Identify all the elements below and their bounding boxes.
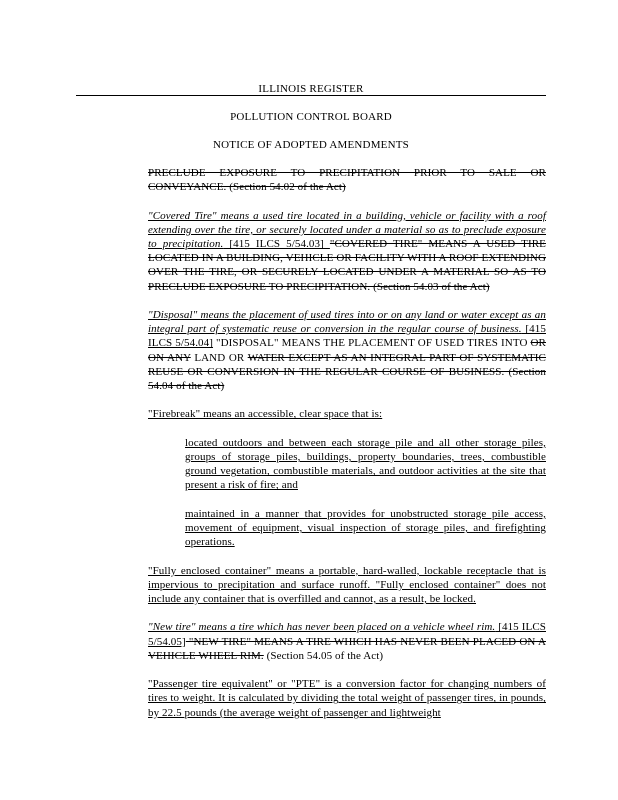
paragraph-preclude xyxy=(148,166,546,194)
deleted-text: WATER EXCEPT AS AN INTEGRAL PART OF SYSTEMATIC REUSE OR CONVERSION IN THE REGULAR COURSE OF BUSINESS. (Section 54.04 of the Act) xyxy=(148,351,546,393)
paragraph-firebreak-item-2 xyxy=(185,507,546,550)
inserted-citation: [415 ILCS 5/54.04] xyxy=(148,323,546,350)
register-title: ILLINOIS REGISTER xyxy=(258,83,364,95)
retained-text: "DISPOSAL" MEANS THE PLACEMENT OF USED TIRES INTO xyxy=(213,337,531,350)
inserted-definition: "Covered Tire" means a used tire located in a building, vehicle or facility with a roof extending over the tire, or securely located under a material so as to preclude exposure to precipitation. xyxy=(148,209,546,250)
paragraph-disposal xyxy=(148,308,546,393)
inserted-citation: [415 ILCS 5/54.05] xyxy=(148,621,546,648)
notice-title: NOTICE OF ADOPTED AMENDMENTS xyxy=(213,139,409,151)
deleted-text: "NEW TIRE" MEANS A TIRE WHICH HAS NEVER BEEN PLACED ON A VEHICLE WHEEL RIM. xyxy=(148,635,546,662)
retained-text: (Section 54.05 of the Act) xyxy=(263,649,384,662)
deleted-text: "COVERED TIRE" MEANS A USED TIRE LOCATED IN A BUILDING, VEHICLE OR FACILITY WITH A ROOF EXTENDING OVER THE TIRE, OR SECURELY LOCATED UNDER A MATERIAL SO AS TO PRECLUDE EXPOSURE TO PRECIPITATION. (Section 54.03 of the Act) xyxy=(148,238,546,293)
paragraph-firebreak xyxy=(148,407,546,421)
paragraph-fully-enclosed-container xyxy=(148,564,546,607)
inserted-definition: "New tire" means a tire which has never been placed on a vehicle wheel rim. xyxy=(148,621,496,634)
paragraph-passenger-tire-equivalent xyxy=(148,677,546,720)
board-name: POLLUTION CONTROL BOARD xyxy=(230,111,392,123)
paragraph-firebreak-item-1 xyxy=(185,436,546,493)
paragraph-new-tire xyxy=(148,620,546,663)
inserted-definition: "Firebreak" means an accessible, clear space that is: xyxy=(148,408,383,421)
deleted-text: OR ON ANY xyxy=(148,337,546,364)
inserted-text: maintained in a manner that provides for unobstructed storage pile access, movement of equipment, visual inspection of storage piles, and firefighting operations. xyxy=(185,507,546,549)
inserted-definition: "Passenger tire equivalent" or "PTE" is a conversion factor for changing numbers of tires to weight. It is calculated by dividing the total weight of passenger tires, in pounds, by 22.5 pounds (the average weight of passenger and lightweight xyxy=(148,678,546,719)
inserted-definition: "Fully enclosed container" means a portable, hard-walled, lockable receptacle that is impervious to precipitation and surface runoff. "Fully enclosed container" does not include any container that is overfilled and cannot, as a result, be locked. xyxy=(148,564,546,605)
deleted-text: PRECLUDE EXPOSURE TO PRECIPITATION PRIOR TO SALE OR CONVEYANCE. (Section 54.02 of the Act) xyxy=(148,167,546,194)
header-rule xyxy=(76,95,546,96)
inserted-citation: [415 ILCS 5/54.03] xyxy=(223,238,330,250)
inserted-definition: "Disposal" means the placement of used tires into or on any land or water except as an integral part of systematic reuse or conversion in the regular course of business. xyxy=(148,309,546,336)
paragraph-covered-tire xyxy=(148,209,546,294)
document-body xyxy=(148,166,546,720)
retained-text: LAND OR xyxy=(190,351,248,364)
inserted-text: located outdoors and between each storage pile and all other storage piles, groups of storage piles, buildings, property boundaries, trees, combustible ground vegetation, combustible materials, and outdoor activities at the site that present a risk of fire; and xyxy=(185,436,546,492)
